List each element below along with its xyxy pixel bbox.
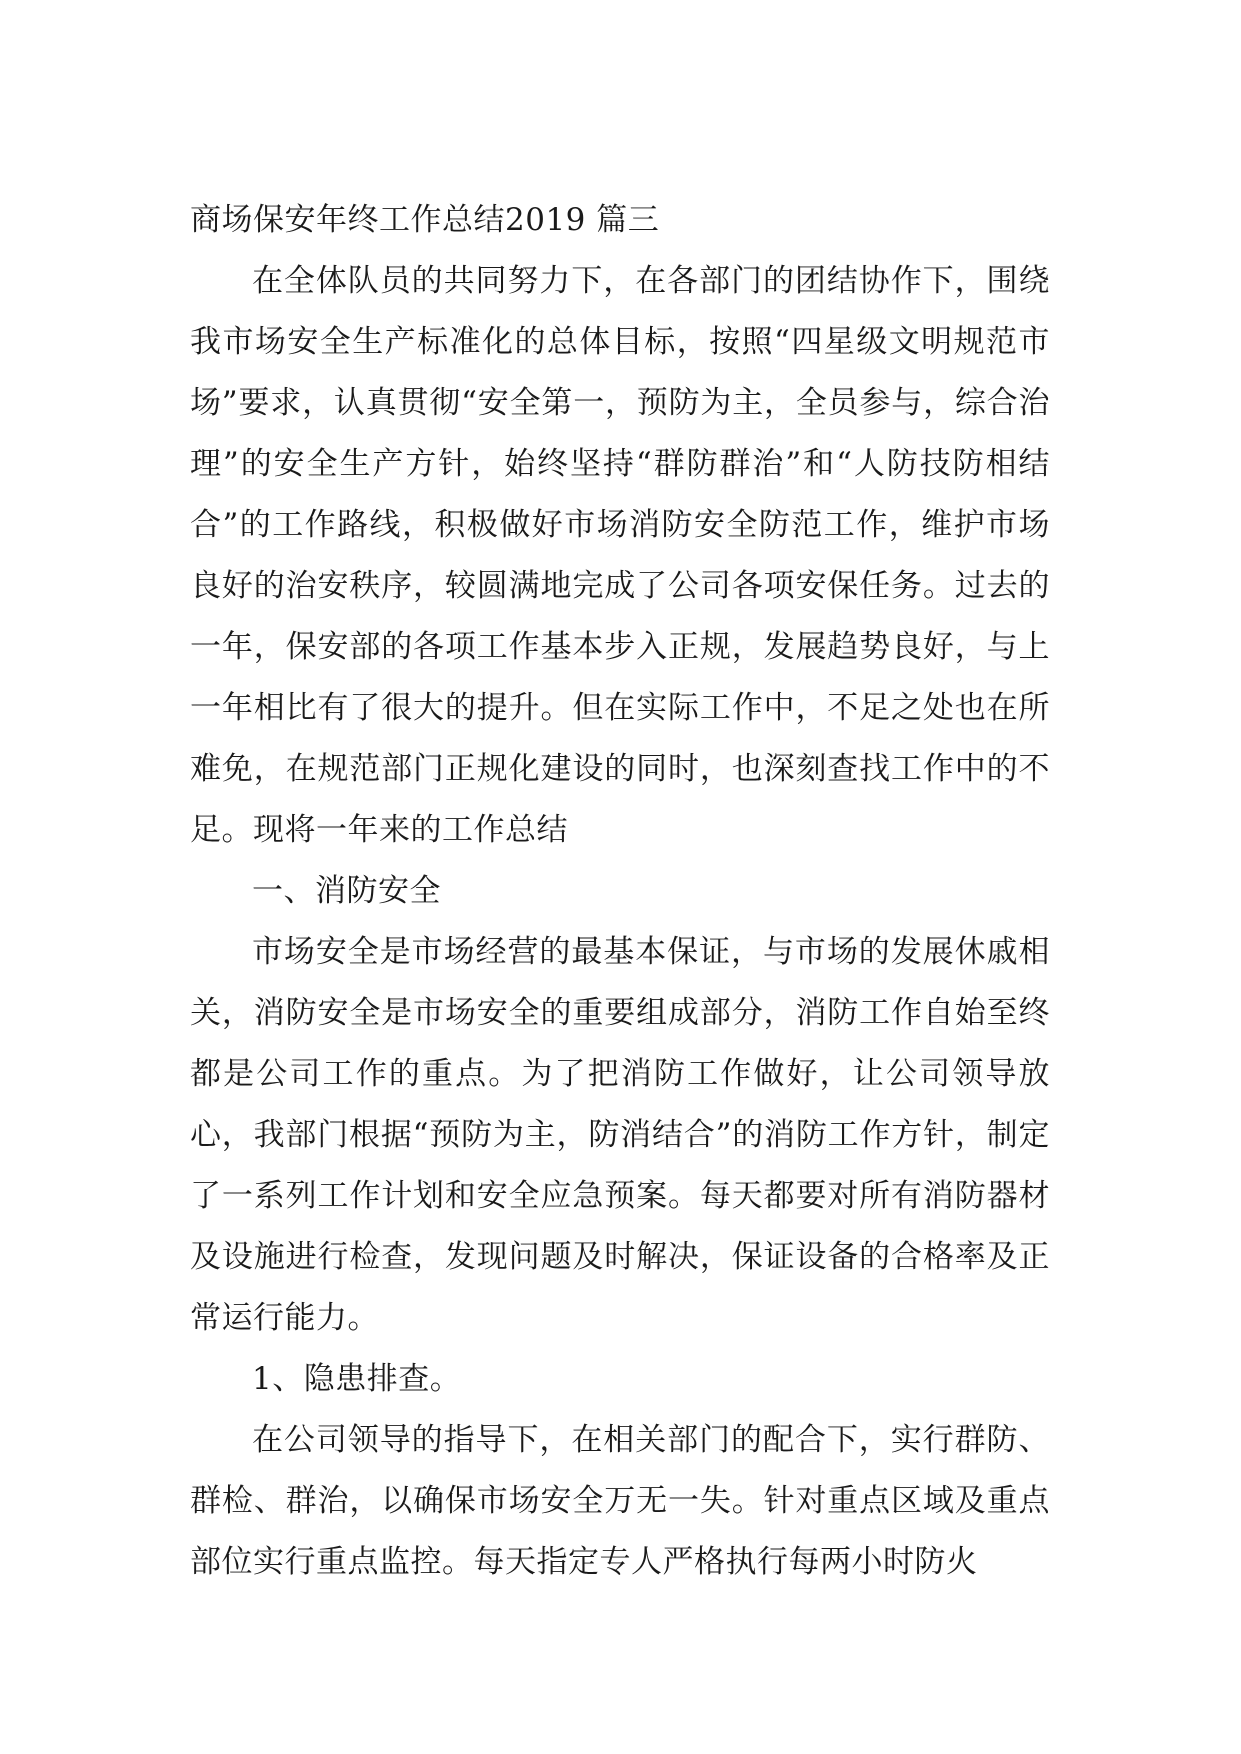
hazard-check-paragraph: 在公司领导的指导下，在相关部门的配合下，实行群防、群检、群治，以确保市场安全万无一失。针对重点区域及重点部位实行重点监控。每天指定专人严格执行每两小时防火 [190, 1422, 1050, 1580]
document-title: 商场保安年终工作总结2019 篇三 [190, 202, 660, 238]
intro-paragraph: 在全体队员的共同努力下，在各部门的团结协作下，围绕我市场安全生产标准化的总体目标，按照“四星级文明规范市场”要求，认真贯彻“安全第一，预防为主，全员参与，综合治理”的安全生产方针，始终坚持“群防群治”和“人防技防相结合”的工作路线，积极做好市场消防安全防范工作，维护市场良好的治安秩序，较圆满地完成了公司各项安保任务。过去的一年，保安部的各项工作基本步入正规，发展趋势良好，与上一年相比有了很大的提升。但在实际工作中，不足之处也在所难免，在规范部门正规化建设的同时，也深刻查找工作中的不足。现将一年来的工作总结 [190, 263, 1050, 848]
fire-safety-paragraph: 市场安全是市场经营的最基本保证，与市场的发展休戚相关，消防安全是市场安全的重要组成部分，消防工作自始至终都是公司工作的重点。为了把消防工作做好，让公司领导放心，我部门根据“预防为主，防消结合”的消防工作方针，制定了一系列工作计划和安全应急预案。每天都要对所有消防器材及设施进行检查，发现问题及时解决，保证设备的合格率及正常运行能力。 [190, 934, 1050, 1336]
section-heading-fire-safety: 一、消防安全 [252, 873, 441, 909]
subsection-heading-hazard-check: 1、隐患排查。 [252, 1361, 462, 1397]
document-body [190, 190, 1050, 1593]
